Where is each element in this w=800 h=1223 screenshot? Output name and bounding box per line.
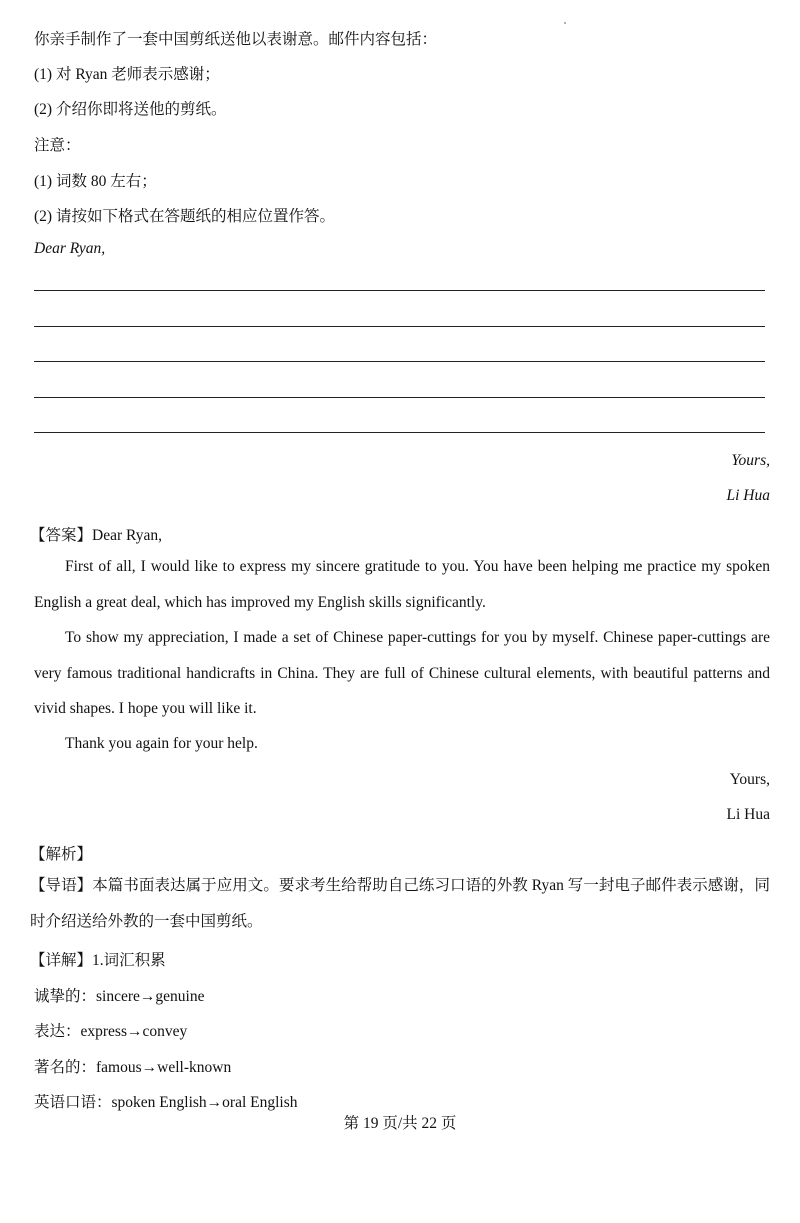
detail-tag: 【详解】 <box>30 952 93 969</box>
task-closing: Yours, <box>731 452 770 469</box>
vocab-label: 著名的： <box>34 1059 97 1076</box>
content-item-1: (1) 对 Ryan 老师表示感谢； <box>34 66 220 83</box>
vocab-from: famous <box>96 1059 142 1076</box>
note-item-2: (2) 请按如下格式在答题纸的相应位置作答。 <box>34 208 335 225</box>
vocab-item <box>34 984 204 1006</box>
guide-text: 本篇书面表达属于应用文。要求考生给帮助自己练习口语的外教 Ryan 写一封电子邮件表示感谢，同时介绍送给外教的一套中国剪纸。 <box>30 877 770 930</box>
task-signature: Li Hua <box>726 487 770 504</box>
answer-line-4 <box>34 397 765 398</box>
answer-paragraph-1: First of all, I would like to express my sincere gratitude to you. You have been helping me practice my spoken English a great deal, which has improved my English skills significantly. <box>34 558 770 611</box>
content-item-2: (2) 介绍你即将送他的剪纸。 <box>34 101 227 118</box>
vocab-from: spoken English <box>111 1094 207 1111</box>
vocab-to: genuine <box>155 988 205 1005</box>
answer-paragraph-2: To show my appreciation, I made a set of Chinese paper-cuttings for you by myself. Chinese paper-cuttings are very famous traditional handicrafts in China. They are full of Chinese cultural elements, with beautiful patterns and vivid shapes. I hope you will like it. <box>34 629 770 717</box>
answer-line-2 <box>34 326 765 327</box>
vocab-to: well-known <box>157 1059 232 1076</box>
detail-heading <box>30 948 166 970</box>
scan-speck <box>564 22 566 24</box>
vocab-label: 诚挚的： <box>34 988 97 1005</box>
answer-line-1 <box>34 290 765 291</box>
note-heading: 注意： <box>34 137 81 154</box>
answer-paragraph-3: Thank you again for your help. <box>65 735 258 752</box>
detail-subheading: 1.词汇积累 <box>92 952 166 969</box>
guide-tag: 【导语】 <box>30 877 93 894</box>
vocab-item <box>34 1019 187 1041</box>
answer-heading <box>30 523 162 545</box>
task-intro: 你亲手制作了一套中国剪纸送他以表谢意。邮件内容包括： <box>34 31 438 48</box>
page-footer: 第 19 页/共 22 页 <box>343 1115 457 1132</box>
arrow-icon: → <box>127 1023 143 1040</box>
answer-line-3 <box>34 361 765 362</box>
vocab-from: sincere <box>96 988 140 1005</box>
answer-tag: 【答案】 <box>30 527 93 544</box>
arrow-icon: → <box>141 1059 158 1076</box>
note-item-1: (1) 词数 80 左右； <box>34 173 157 190</box>
guide-paragraph <box>30 868 770 939</box>
vocab-to: oral English <box>222 1094 298 1111</box>
vocab-to: convey <box>142 1023 188 1040</box>
vocab-item <box>34 1055 231 1077</box>
answer-signature: Li Hua <box>726 806 770 823</box>
vocab-from: express <box>80 1023 128 1040</box>
vocab-label: 英语口语： <box>34 1094 112 1111</box>
task-greeting: Dear Ryan, <box>34 240 106 257</box>
answer-closing: Yours, <box>729 771 770 788</box>
analysis-tag: 【解析】 <box>30 846 93 863</box>
answer-greeting: Dear Ryan, <box>92 527 162 544</box>
arrow-icon: → <box>139 988 156 1005</box>
answer-line-5 <box>34 432 765 433</box>
arrow-icon: → <box>206 1094 223 1111</box>
vocab-item <box>34 1090 298 1112</box>
vocab-label: 表达： <box>34 1023 81 1040</box>
